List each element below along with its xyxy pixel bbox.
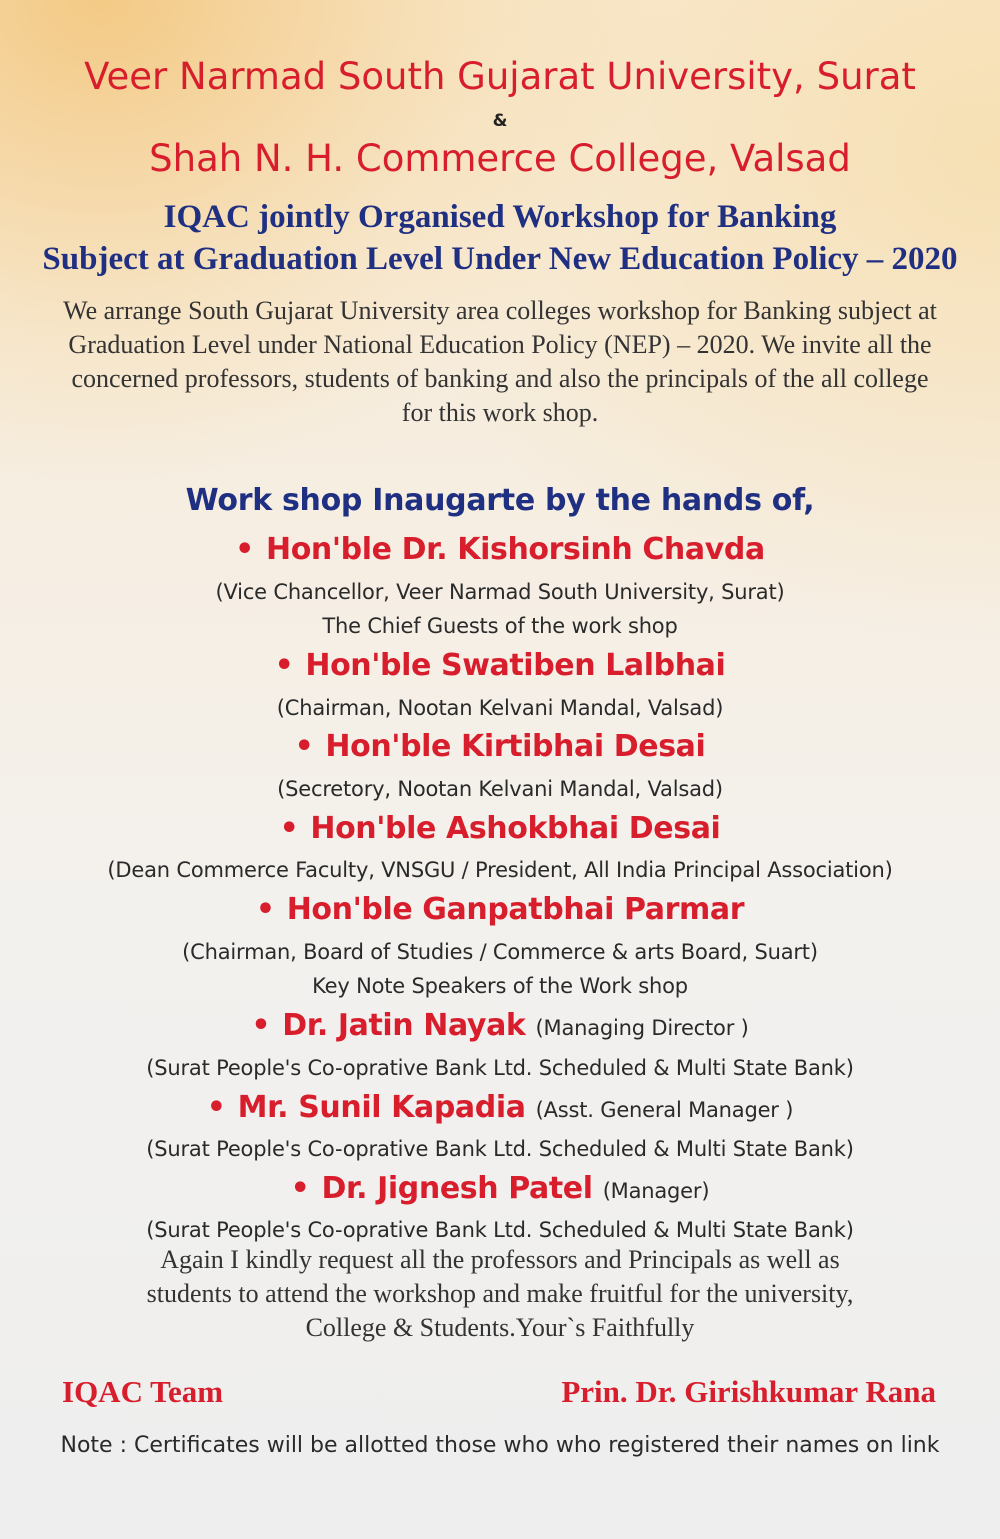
dignitary-name: • Hon'ble Dr. Kishorsinh Chavda (235, 532, 765, 567)
speaker-name: • Mr. Sunil Kapadia (Asst. General Manager ) (206, 1090, 794, 1125)
closing-line: College & Students.Your`s Faithfully (305, 1313, 695, 1342)
speaker-role: (Managing Director ) (535, 1016, 749, 1040)
dignitary-detail: (Secretory, Nootan Kelvani Mandal, Valsad) (277, 777, 723, 801)
signature-right: Prin. Dr. Girishkumar Rana (561, 1374, 936, 1409)
keynote-label: Key Note Speakers of the Work shop (312, 974, 688, 998)
speaker-detail: (Surat People's Co-oprative Bank Ltd. Scheduled & Multi State Bank) (146, 1218, 854, 1242)
dignitary-detail: (Dean Commerce Faculty, VNSGU / President, All India Principal Association) (107, 858, 893, 882)
college-name: Shah N. H. Commerce College, Valsad (149, 137, 851, 180)
bullet: • (294, 729, 314, 764)
speaker-name: • Dr. Jignesh Patel (Manager) (290, 1171, 710, 1206)
signature-left: IQAC Team (62, 1374, 224, 1409)
intro-line: concerned professors, students of banking and also the principals of the all college (71, 364, 929, 393)
dignitary-name: • Hon'ble Ashokbhai Desai (279, 811, 721, 846)
dignitary-name: • Hon'ble Swatiben Lalbhai (274, 648, 726, 683)
bullet: • (255, 892, 275, 927)
ampersand: & (492, 111, 508, 131)
closing-line: Again I kindly request all the professors and Principals as well as (160, 1245, 840, 1274)
dignitary-detail: (Chairman, Nootan Kelvani Mandal, Valsad) (276, 696, 724, 720)
footer-note: Note : Certificates will be allotted those who who registered their names on link (60, 1433, 940, 1458)
chief-guests-label: The Chief Guests of the work shop (322, 614, 678, 638)
dignitary-name: • Hon'ble Kirtibhai Desai (294, 729, 706, 764)
dignitary-name: • Hon'ble Ganpatbhai Parmar (255, 892, 745, 927)
bullet: • (235, 532, 254, 567)
dignitary-detail: (Vice Chancellor, Veer Narmad South University, Surat) (215, 580, 785, 604)
bullet: • (274, 648, 294, 683)
dignitary-detail: (Chairman, Board of Studies / Commerce & arts Board, Suart) (182, 940, 818, 964)
workshop-title-line2: Subject at Graduation Level Under New Education Policy – 2020 (42, 241, 958, 277)
workshop-title-line1: IQAC jointly Organised Workshop for Banking (163, 199, 837, 235)
closing-line: students to attend the workshop and make fruitful for the university, (146, 1279, 854, 1308)
bullet: • (279, 811, 299, 846)
speaker-name: • Dr. Jatin Nayak (Managing Director ) (251, 1008, 749, 1043)
intro-line: We arrange South Gujarat University area colleges workshop for Banking subject at (63, 296, 937, 325)
bullet: • (290, 1171, 310, 1206)
inauguration-heading: Work shop Inaugarte by the hands of, (185, 483, 815, 518)
speaker-detail: (Surat People's Co-oprative Bank Ltd. Scheduled & Multi State Bank) (146, 1056, 854, 1080)
university-name: Veer Narmad South Gujarat University, Surat (84, 55, 916, 98)
intro-paragraph (0, 294, 1000, 430)
speaker-detail: (Surat People's Co-oprative Bank Ltd. Scheduled & Multi State Bank) (146, 1137, 854, 1161)
speaker-role: (Manager) (602, 1179, 710, 1203)
speaker-role: (Asst. General Manager ) (535, 1098, 794, 1122)
intro-line: for this work shop. (401, 398, 599, 427)
bullet: • (206, 1090, 226, 1125)
intro-line: Graduation Level under National Education Policy (NEP) – 2020. We invite all the (68, 330, 932, 359)
bullet: • (251, 1008, 271, 1043)
closing-paragraph (0, 1243, 1000, 1345)
